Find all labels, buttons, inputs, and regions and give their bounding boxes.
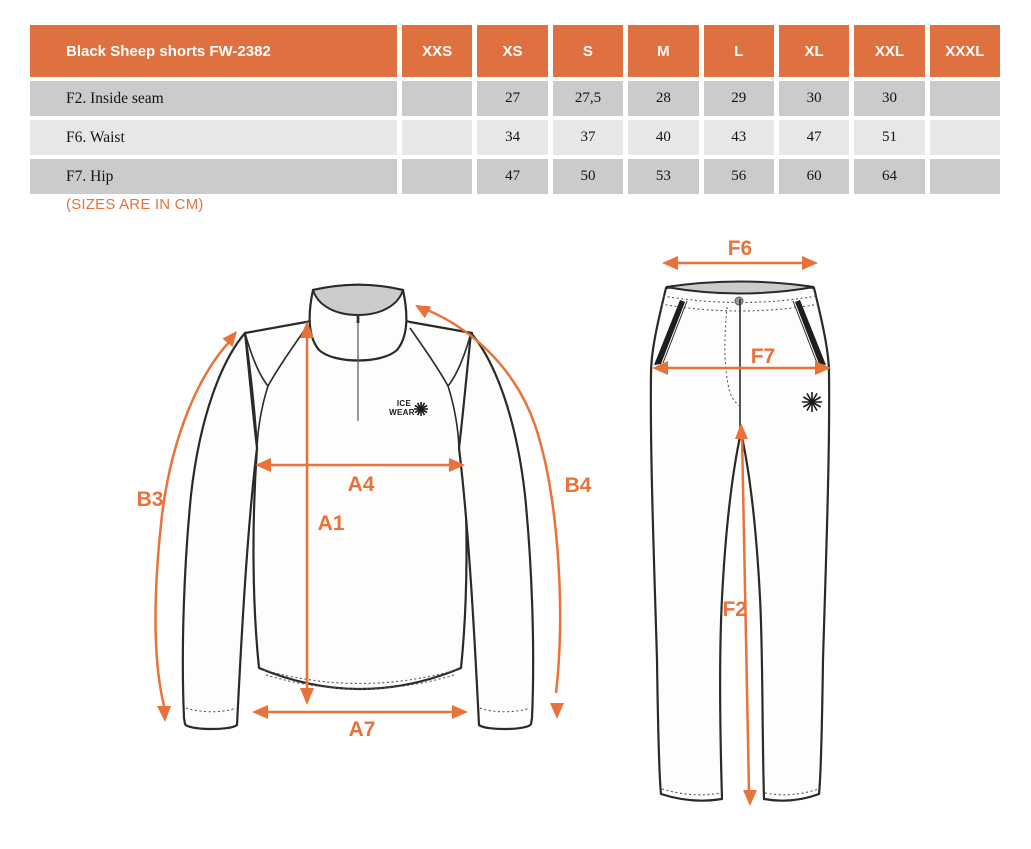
cell: 60 [779, 159, 849, 194]
pants-button [735, 297, 743, 305]
row-label: F7. Hip [30, 159, 397, 194]
cell: 50 [553, 159, 623, 194]
cell: 40 [628, 120, 698, 155]
size-header-m: M [628, 25, 698, 77]
cell: 30 [854, 81, 924, 116]
shirt-right-sleeve [459, 333, 533, 729]
size-header-xs: XS [477, 25, 547, 77]
cell: 53 [628, 159, 698, 194]
pants-drawing [651, 237, 831, 806]
size-header-l: L [704, 25, 774, 77]
cell: 56 [704, 159, 774, 194]
cell: 27,5 [553, 81, 623, 116]
measure-f6 [662, 237, 818, 270]
cell: 37 [553, 120, 623, 155]
shirt-left-sleeve [183, 333, 257, 729]
label-f6: F6 [727, 237, 753, 260]
cell: 47 [779, 120, 849, 155]
size-header-xxxl: XXXL [930, 25, 1000, 77]
label-a4: A4 [347, 473, 375, 496]
size-header-xxl: XXL [854, 25, 924, 77]
label-f7: F7 [750, 345, 776, 368]
logo-text-wear: WEAR [389, 408, 415, 417]
row-label: F2. Inside seam [30, 81, 397, 116]
label-f2: F2 [722, 598, 747, 621]
cell: 28 [628, 81, 698, 116]
cell: 43 [704, 120, 774, 155]
product-title: Black Sheep shorts FW-2382 [30, 25, 397, 77]
cell: 34 [477, 120, 547, 155]
row-label: F6. Waist [30, 120, 397, 155]
logo-text-ice: ICE [396, 399, 412, 408]
cell: 64 [854, 159, 924, 194]
cell: 47 [477, 159, 547, 194]
units-note: (SIZES ARE IN CM) [66, 196, 204, 213]
label-b3: B3 [136, 488, 164, 511]
cell: 51 [854, 120, 924, 155]
shirt-drawing [137, 285, 592, 741]
cell: 27 [477, 81, 547, 116]
cell: 30 [779, 81, 849, 116]
label-a7: A7 [348, 718, 376, 741]
shirt-zipper-pull [357, 316, 360, 323]
label-b4: B4 [564, 474, 592, 497]
label-a1: A1 [317, 512, 345, 535]
size-header-s: S [553, 25, 623, 77]
cell: 29 [704, 81, 774, 116]
measure-a7 [252, 705, 468, 741]
size-header-xxs: XXS [402, 25, 472, 77]
size-header-xl: XL [779, 25, 849, 77]
